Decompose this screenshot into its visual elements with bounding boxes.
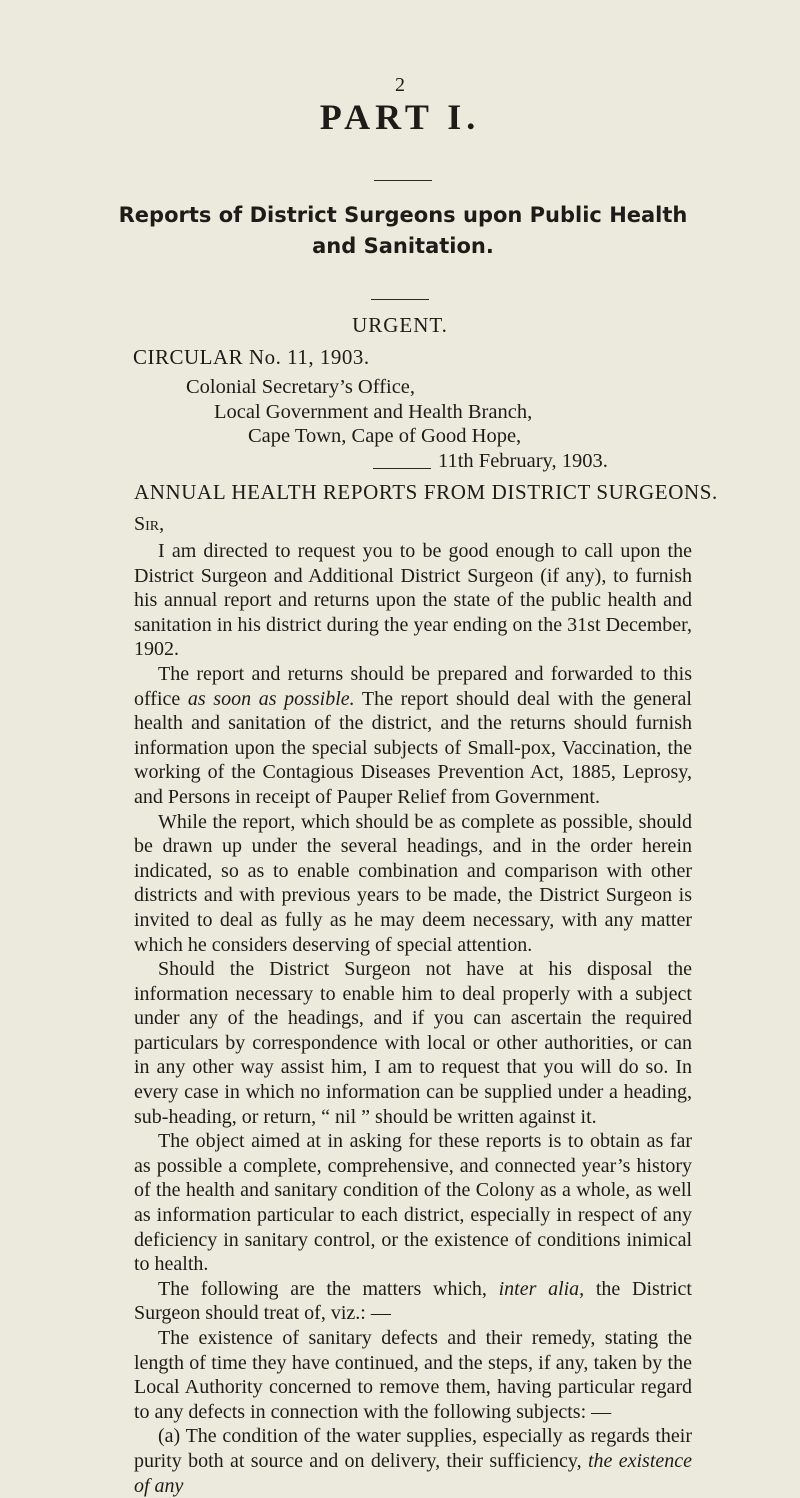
address-line: 11th February, 1903.	[438, 450, 608, 472]
divider	[373, 468, 431, 469]
paragraph: The existence of sanitary defects and their remedy, stating the length of time they have continued, and the steps, if any, taken by the Local Authority concerned to remove them, having particular regard to any defects in connection with the following subjects: —	[134, 1327, 692, 1423]
letter-body	[134, 539, 692, 1498]
paragraph: Should the District Surgeon not have at his disposal the information necessary to enable him to deal properly with a subject under any of the headings, and if you can ascertain the required particulars by correspondence with local or other authorities, or can in any other way assist him, I am to request that you will do so. In every case in which no information can be supplied under a heading, sub-heading, or return, “ nil ” should be written against it.	[134, 958, 692, 1128]
paragraph: While the report, which should be as complete as possible, should be drawn up under the several headings, and in the order herein indicated, so as to enable combination and comparison with other districts and with previous years to be made, the District Surgeon is invited to deal as fully as he may deem necessary, with any matter which he considers deserving of special attention.	[134, 810, 692, 956]
paragraph: The following are the matters which, inter alia, the District Surgeon should treat of, viz.: —	[134, 1277, 692, 1325]
salutation: Sir,	[134, 513, 165, 535]
paragraph: I am directed to request you to be good enough to call upon the District Surgeon and Additional District Surgeon (if any), to furnish his annual report and returns upon the state of the public health and sanitation in his district during the year ending on the 31st December, 1902.	[134, 540, 692, 661]
address-line: Local Government and Health Branch,	[214, 401, 533, 423]
urgent-label: URGENT.	[352, 313, 448, 337]
paragraph: The object aimed at in asking for these reports is to obtain as far as possible a complete, comprehensive, and connected year’s history of the health and sanitary condition of the Colony as a whole, as well as information particular to each district, especially in respect of any deficiency in sanitary control, or the existence of conditions inimical to health.	[134, 1130, 692, 1276]
divider	[371, 299, 429, 300]
page-number: 2	[395, 74, 405, 96]
address-line: Cape Town, Cape of Good Hope,	[248, 425, 522, 447]
paragraph: The report and returns should be prepared and forwarded to this office as soon as possible. The report should deal with the general health and sanitation of the district, and the returns should furnish information upon the special subjects of Small-pox, Vaccination, the working of the Contagious Diseases Prevention Act, 1885, Leprosy, and Persons in receipt of Pauper Relief from Government.	[134, 662, 692, 808]
circular-number: CIRCULAR No. 11, 1903.	[133, 345, 370, 369]
paragraph: (a) The condition of the water supplies, especially as regards their purity both at source and on delivery, their sufficiency, the existence of any	[134, 1425, 693, 1497]
section-title: Reports of District Surgeons upon Public Health and Sanitation.	[118, 203, 688, 258]
divider	[374, 180, 432, 181]
address-line: Colonial Secretary’s Office,	[186, 376, 416, 398]
document-heading: ANNUAL HEALTH REPORTS FROM DISTRICT SURGEONS.	[134, 480, 718, 504]
part-title: PART I.	[319, 97, 481, 137]
